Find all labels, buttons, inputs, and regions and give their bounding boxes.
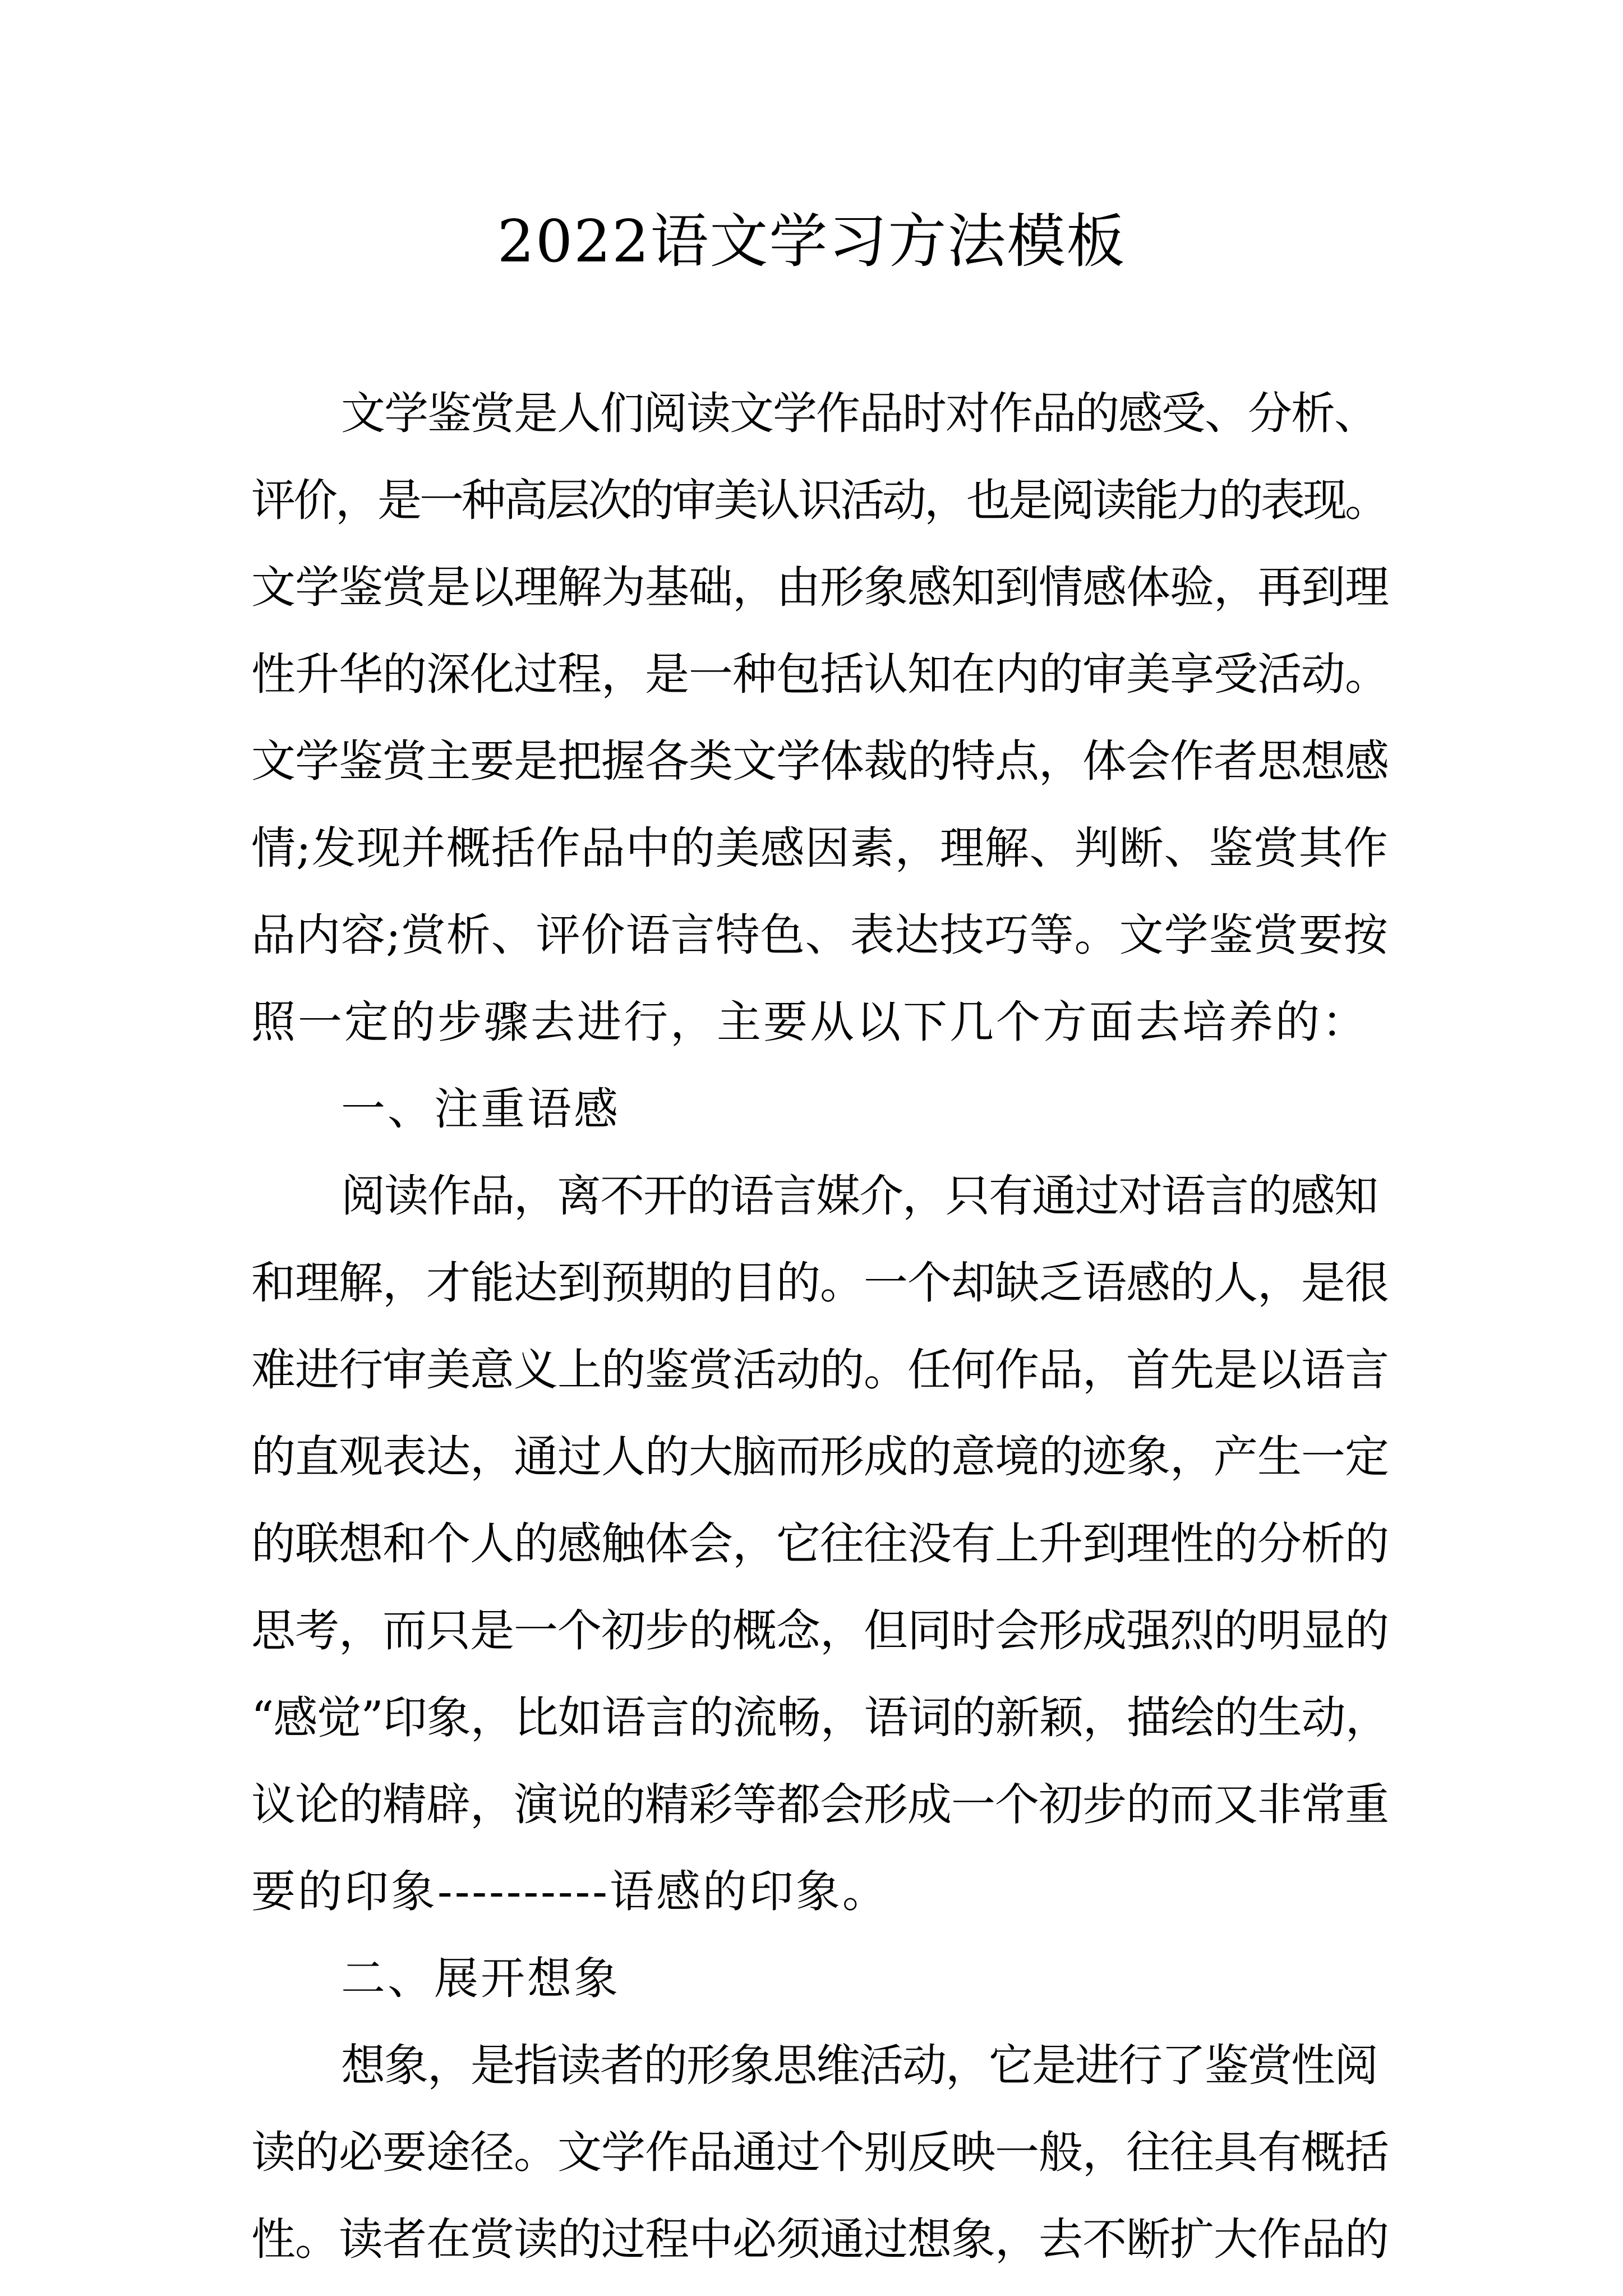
body-line: 性升华的深化过程，是一种包括认知在内的审美享受活动。 <box>251 648 1389 700</box>
body-line: 思考，而只是一个初步的概念，但同时会形成强烈的明显的 <box>251 1605 1389 1657</box>
body-line: 和理解，才能达到预期的目的。一个却缺乏语感的人，是很 <box>251 1257 1389 1309</box>
document-title: 2022语文学习方法模板 <box>497 207 1126 275</box>
body-line: 文学鉴赏主要是把握各类文学体裁的特点，体会作者思想感 <box>251 735 1389 787</box>
body-line: 要的印象----------语感的印象。 <box>251 1866 889 1917</box>
body-line: 读的必要途径。文学作品通过个别反映一般，往往具有概括 <box>251 2127 1389 2178</box>
body-line: 议论的精辟，演说的精彩等都会形成一个初步的而又非常重 <box>251 1779 1389 1830</box>
body-line: 的联想和个人的感触体会，它往往没有上升到理性的分析的 <box>251 1518 1389 1570</box>
body-line: 难进行审美意义上的鉴赏活动的。任何作品，首先是以语言 <box>251 1344 1389 1396</box>
body-line: 文学鉴赏是人们阅读文学作品时对作品的感受、分析、 <box>341 388 1377 439</box>
document-body <box>251 370 1390 2283</box>
body-line: 评价，是一种高层次的审美认识活动，也是阅读能力的表现。 <box>251 475 1387 526</box>
body-line: 的直观表达，通过人的大脑而形成的意境的迹象，产生一定 <box>251 1431 1389 1483</box>
body-line: 性。读者在赏读的过程中必须通过想象，去不断扩大作品的 <box>251 2214 1389 2265</box>
body-line: 阅读作品，离不开的语言媒介，只有通过对语言的感知 <box>341 1170 1377 1222</box>
body-line: 品内容;赏析、评价语言特色、表达技巧等。文学鉴赏要按 <box>251 909 1389 961</box>
section-heading: 二、展开想象 <box>341 1953 620 2004</box>
body-line: 情;发现并概括作品中的美感因素，理解、判断、鉴赏其作 <box>251 822 1389 874</box>
section-heading: 一、注重语感 <box>341 1083 620 1135</box>
body-line: 文学鉴赏是以理解为基础，由形象感知到情感体验，再到理 <box>251 562 1389 613</box>
body-line: “感觉”印象，比如语言的流畅，语词的新颖，描绘的生动， <box>251 1692 1389 1743</box>
body-line: 想象，是指读者的形象思维活动，它是进行了鉴赏性阅 <box>341 2040 1377 2091</box>
body-line: 照一定的步骤去进行，主要从以下几个方面去培养的： <box>251 996 1368 1048</box>
